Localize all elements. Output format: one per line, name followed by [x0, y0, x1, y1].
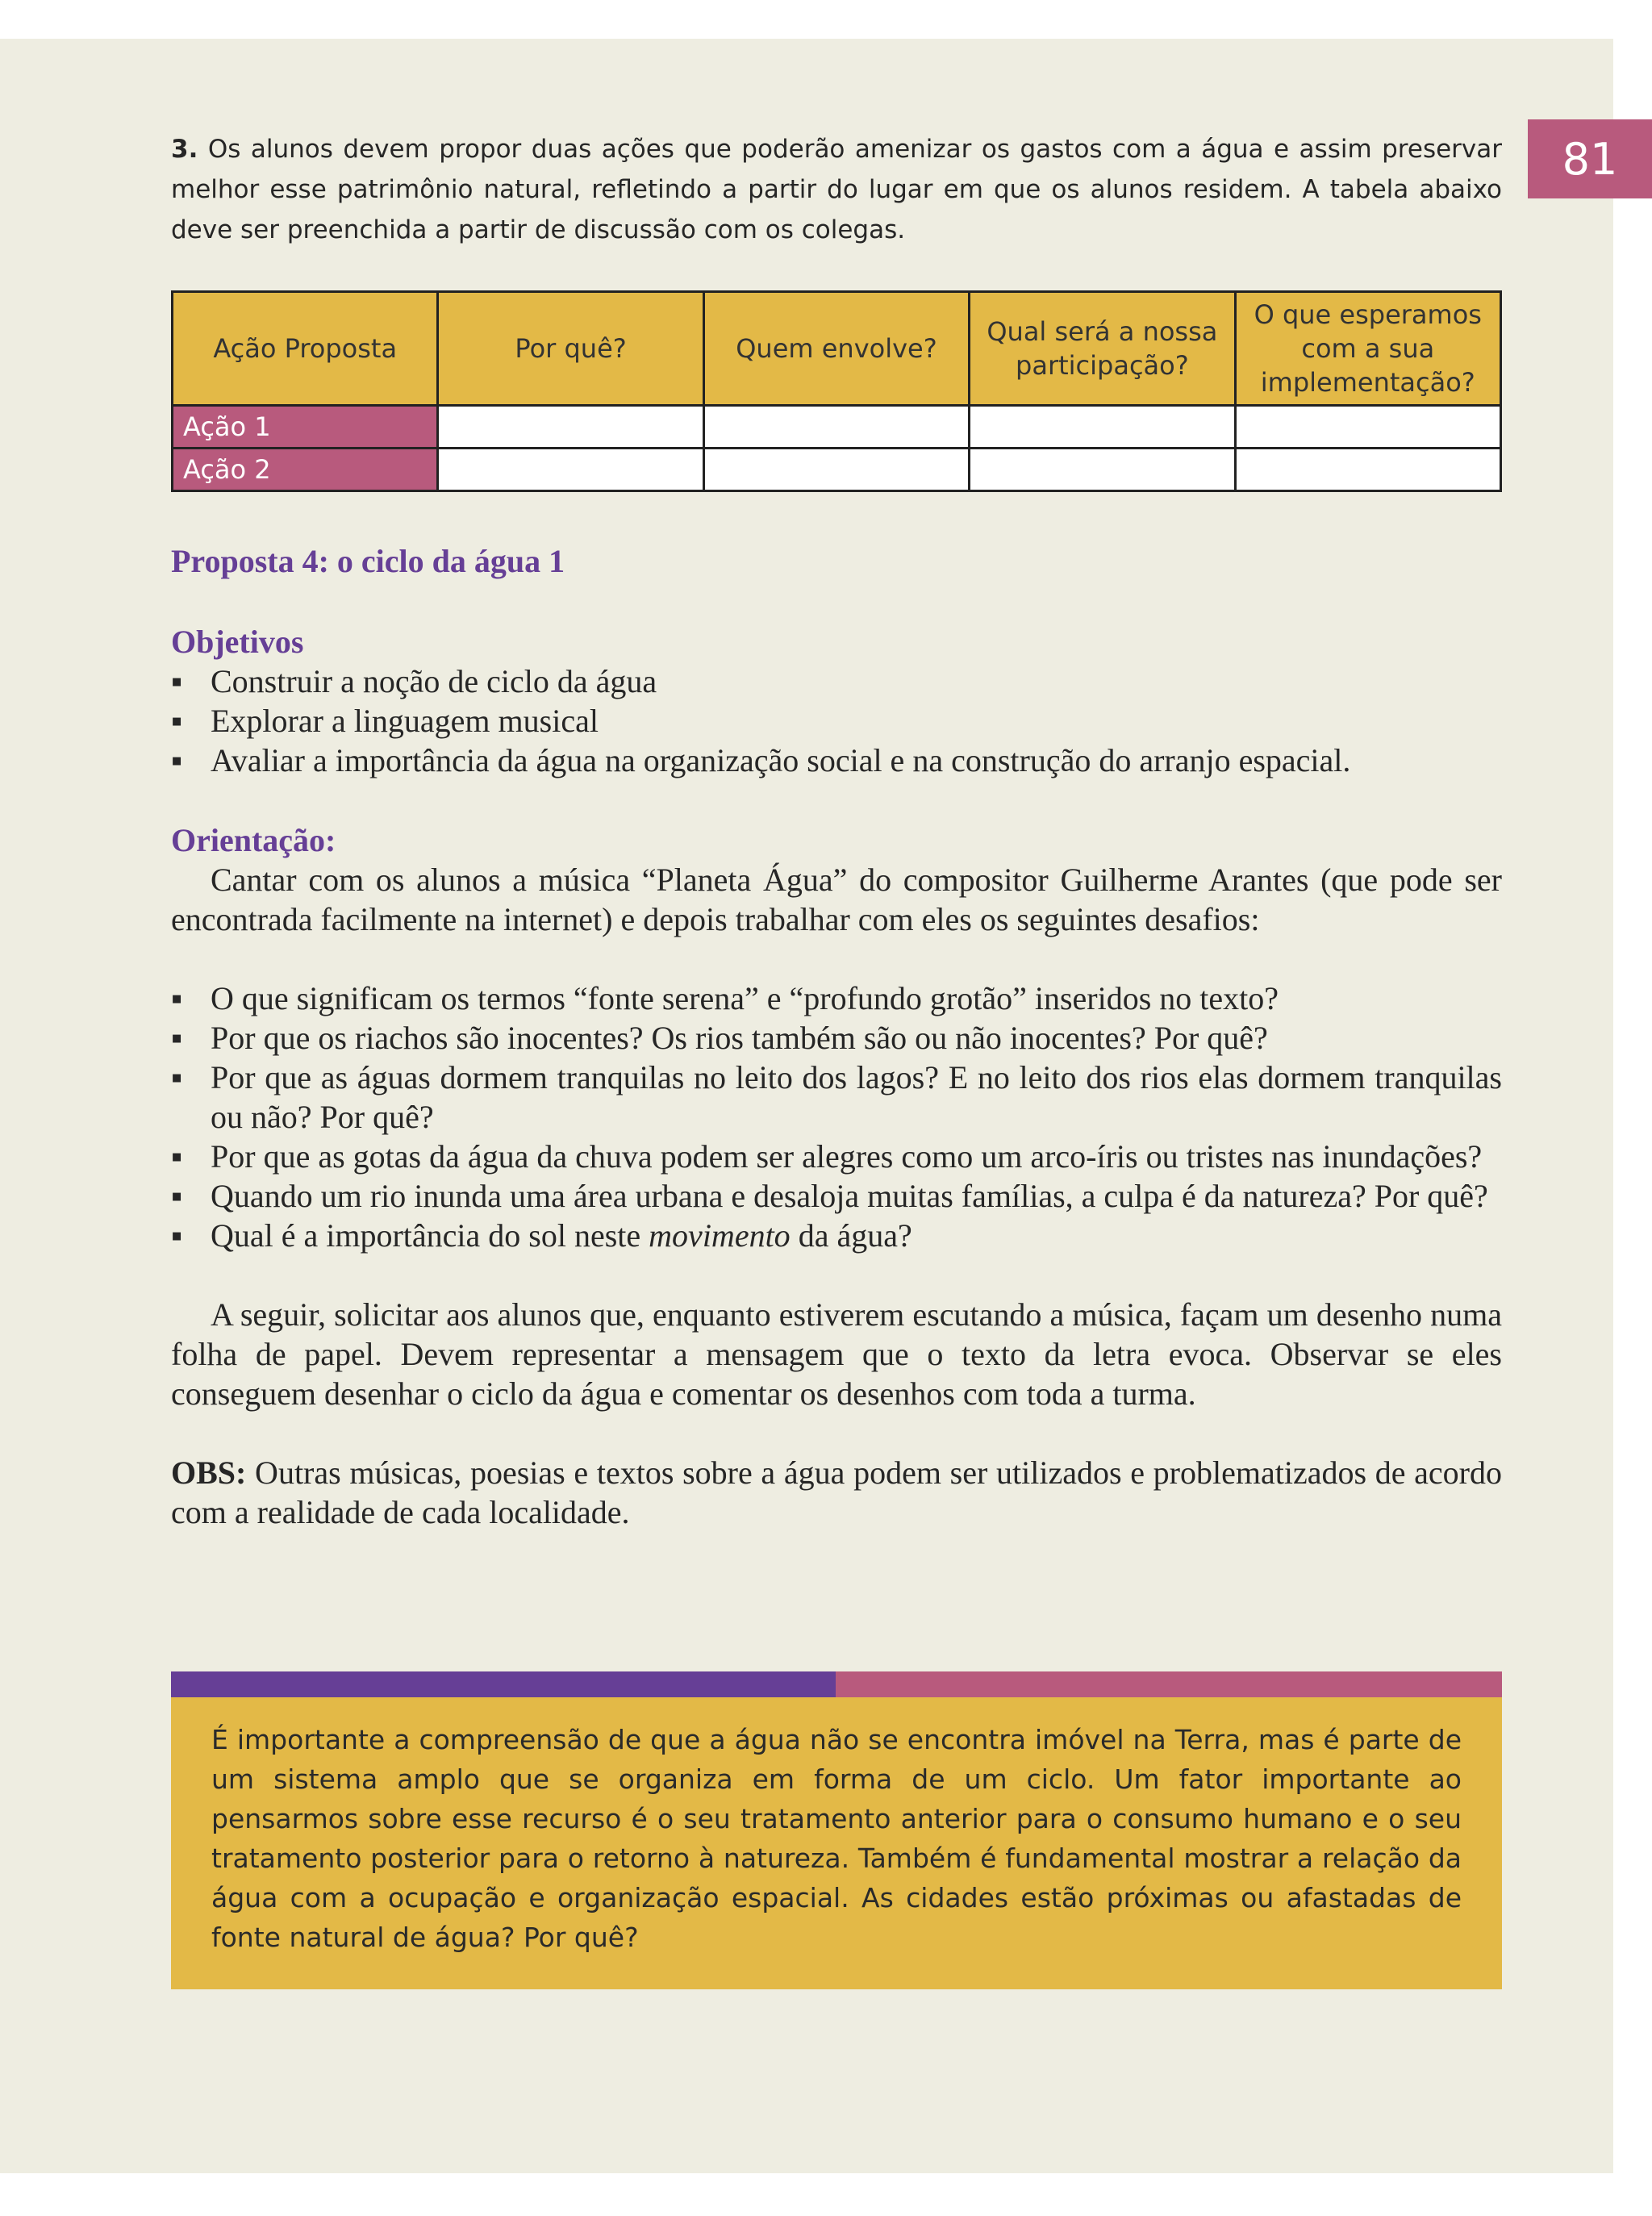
list-item: ▪ O que significam os termos “fonte serena” e “profundo grotão” inseridos no texto? — [171, 980, 1279, 1016]
obs-paragraph — [171, 1453, 1502, 1532]
obs-label: OBS: — [171, 1454, 247, 1491]
orientacao-title: Orientação: — [171, 822, 336, 858]
bullet-icon: ▪ — [171, 703, 183, 739]
bullet-icon: ▪ — [171, 663, 183, 699]
table-cell[interactable] — [970, 406, 1235, 449]
table-cell[interactable] — [438, 406, 703, 449]
page-number: 81 — [1528, 119, 1652, 198]
list-item: ▪ Por que as gotas da água da chuva podem ser alegres como um arco-íris ou tristes nas inundações? — [171, 1138, 1483, 1175]
table-cell[interactable] — [1235, 406, 1500, 449]
bullet-icon: ▪ — [171, 1217, 183, 1254]
orientacao-section — [171, 820, 1502, 1532]
list-item: ▪ Avaliar a importância da água na organização social e na construção do arranjo espacial. — [171, 742, 1351, 778]
table-cell[interactable] — [703, 449, 969, 491]
bullet-icon: ▪ — [171, 1178, 183, 1214]
list-item: ▪ Qual é a importância do sol neste movimento da água? — [171, 1217, 912, 1254]
questions-list — [171, 979, 1502, 1255]
table-cell[interactable] — [1235, 449, 1500, 491]
orientacao-intro: Cantar com os alunos a música “Planeta Água” do compositor Guilherme Arantes (que pode ser encontrada facilmente na internet) e depois trabalhar com eles os seguintes desafios: — [171, 862, 1502, 937]
question-text: Os alunos devem propor duas ações que poderão amenizar os gastos com a água e assim preservar melhor esse patrimônio natural, refletindo a partir do lugar em que os alunos residem. A tabela abaixo deve ser preenchida a partir de discussão com os colegas. — [171, 135, 1503, 244]
box-top-bar-pink — [836, 1671, 1502, 1697]
list-item: ▪ Explorar a linguagem musical — [171, 703, 599, 739]
header-acao-proposta: Ação Proposta — [173, 292, 438, 406]
bullet-icon: ▪ — [171, 980, 183, 1016]
bullet-icon: ▪ — [171, 1059, 183, 1095]
objetivos-list — [171, 661, 1502, 780]
question-3 — [171, 129, 1502, 250]
table-cell[interactable] — [970, 449, 1235, 491]
bullet-icon: ▪ — [171, 742, 183, 778]
bullet-icon: ▪ — [171, 1020, 183, 1056]
row-label-acao-1: Ação 1 — [173, 406, 438, 449]
highlight-text: É importante a compreensão de que a água não se encontra imóvel na Terra, mas é parte de um sistema amplo que se organiza em forma de um ciclo. Um fator importante ao pensarmos sobre esse recurso é o seu tratamento anterior para o consumo humano e o seu tratamento posterior para o retorno à natureza. Também é fundamental mostrar a relação da água com a ocupação e organização espacial. As cidades estão próximas ou afastadas de fonte natural de água? Por quê? — [211, 1724, 1462, 1953]
actions-table — [171, 290, 1502, 492]
obs-text: Outras músicas, poesias e textos sobre a água podem ser utilizados e problematizados de acordo com a realidade de cada localidade. — [171, 1454, 1502, 1530]
orientacao-followup: A seguir, solicitar aos alunos que, enquanto estiverem escutando a música, façam um desenho numa folha de papel. Devem representar a mensagem que o texto da letra evoca. Observar se eles conseguem desenhar o ciclo da água e comentar os desenhos com toda a turma. — [171, 1296, 1502, 1412]
header-quem-envolve: Quem envolve? — [703, 292, 969, 406]
question-number: 3. — [171, 135, 198, 164]
bullet-icon: ▪ — [171, 1138, 183, 1175]
table-row — [173, 449, 1501, 491]
box-top-bar-purple — [171, 1671, 836, 1697]
row-label-acao-2: Ação 2 — [173, 449, 438, 491]
table-row — [173, 406, 1501, 449]
list-item: ▪ Por que as águas dormem tranquilas no leito dos lagos? E no leito dos rios elas dormem tranquilas ou não? Por quê? — [171, 1059, 1502, 1135]
header-esperamos: O que esperamos com a sua implementação? — [1235, 292, 1500, 406]
objetivos-title: Objetivos — [171, 624, 304, 660]
list-item: ▪ Por que os riachos são inocentes? Os rios também são ou não inocentes? Por quê? — [171, 1020, 1268, 1056]
header-participacao: Qual será a nossa participação? — [970, 292, 1235, 406]
table-cell[interactable] — [703, 406, 969, 449]
list-item: ▪ Construir a noção de ciclo da água — [171, 663, 657, 699]
table-header-row — [173, 292, 1501, 406]
highlight-box — [171, 1697, 1502, 1989]
table-cell[interactable] — [438, 449, 703, 491]
proposta-title: Proposta 4: o ciclo da água 1 — [171, 543, 565, 579]
objetivos-section — [171, 622, 1502, 780]
list-item: ▪ Quando um rio inunda uma área urbana e desaloja muitas famílias, a culpa é da natureza? Por quê? — [171, 1178, 1488, 1214]
header-por-que: Por quê? — [438, 292, 703, 406]
